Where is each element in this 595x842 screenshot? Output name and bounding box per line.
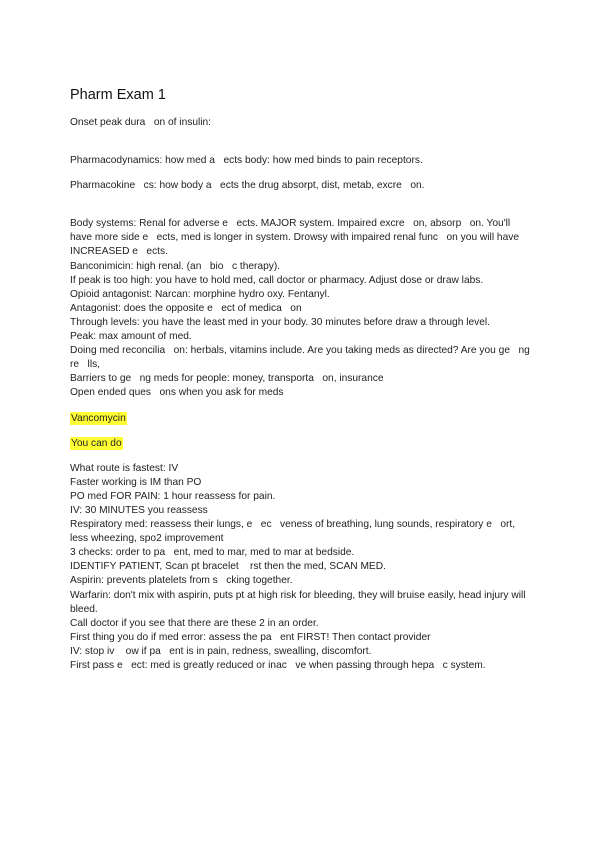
notes-block-2	[70, 462, 530, 673]
spacer	[70, 401, 530, 412]
note-line: Barriers to ge ng meds for people: money, transporta on, insurance	[70, 373, 384, 385]
note-line: Through levels: you have the least med in your body. 30 minutes before draw a through level.	[70, 316, 491, 328]
spacer	[70, 451, 530, 462]
note-line: Respiratory med: reassess their lungs, e ec veness of breathing, lung sounds, respiratory e ort, less wheezing, spo2 improvement	[70, 519, 518, 545]
note-line: IDENTIFY PATIENT, Scan pt bracelet rst then the med, SCAN MED.	[70, 561, 386, 573]
note-line: IV: 30 MINUTES you reassess	[70, 504, 208, 516]
highlight-you-can-do	[70, 437, 530, 451]
insulin-onset-line: Onset peak dura on of insulin:	[70, 117, 212, 128]
highlighted-text: You can do	[71, 437, 122, 449]
document-body	[70, 86, 533, 673]
note-line: If peak is too high: you have to hold med, call doctor or pharmacy. Adjust dose or draw labs.	[70, 274, 484, 286]
spacer	[70, 426, 530, 437]
highlight-vancomycin	[70, 412, 530, 426]
spacer	[70, 193, 530, 217]
note-line: First pass e ect: med is greatly reduced or inac ve when passing through hepa c system.	[70, 660, 486, 671]
note-line: Body systems: Renal for adverse e ects. MAJOR system. Impaired excre on, absorp on. You'll have more side e ects, med is longer in system. Drowsy with impaired renal func on you will have INCREASED e ects.	[70, 218, 522, 258]
note-line: IV: stop iv ow if pa ent is in pain, redness, swealling, discomfort.	[70, 645, 372, 657]
note-line: Faster working is IM than PO	[70, 476, 202, 488]
highlighted-text: Vancomycin	[71, 412, 126, 424]
note-line: Peak: max amount of med.	[70, 331, 192, 343]
spacer	[70, 168, 530, 179]
note-line: Call doctor if you see that there are these 2 in an order.	[70, 617, 319, 629]
document-title: Pharm Exam 1	[70, 87, 166, 103]
note-line: Banconimicin: high renal. (an bio c therapy).	[70, 260, 281, 272]
note-line: Doing med reconcilia on: herbals, vitamins include. Are you taking meds as directed? Are you ge ng re lls,	[70, 345, 533, 371]
note-line: 3 checks: order to pa ent, med to mar, med to mar at bedside.	[70, 547, 355, 559]
spacer	[70, 130, 530, 154]
note-line: Opioid antagonist: Narcan: morphine hydro oxy. Fentanyl.	[70, 288, 330, 300]
note-line: PO med FOR PAIN: 1 hour reassess for pain.	[70, 490, 276, 502]
note-line: Open ended ques ons when you ask for meds	[70, 387, 284, 399]
note-line: What route is fastest: IV	[70, 462, 179, 474]
note-line: Warfarin: don't mix with aspirin, puts pt at high risk for bleeding, they will bruise easily, head injury will bleed.	[70, 589, 529, 615]
pharmacodynamics-line: Pharmacodynamics: how med a ects body: how med binds to pain receptors.	[70, 155, 423, 167]
notes-block-1	[70, 217, 533, 400]
note-line: Antagonist: does the opposite e ect of medica on	[70, 302, 302, 314]
note-line: Aspirin: prevents platelets from s cking together.	[70, 575, 293, 587]
note-line: First thing you do if med error: assess the pa ent FIRST! Then contact provider	[70, 631, 431, 643]
pharmacokinetics-line: Pharmacokine cs: how body a ects the drug absorpt, dist, metab, excre on.	[70, 180, 425, 192]
